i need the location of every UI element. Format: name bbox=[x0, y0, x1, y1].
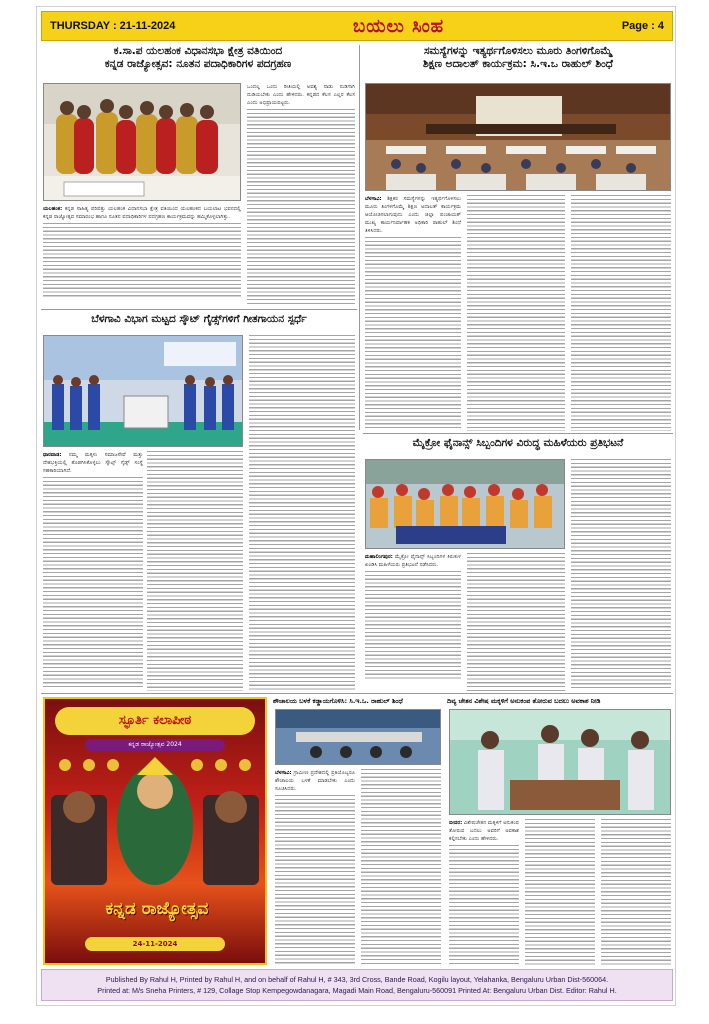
samasye-col3 bbox=[571, 195, 671, 431]
kasapa-headline-line1: ಕ.ಸಾ.ಪ ಯಲಹಂಕ ವಿಧಾನಸಭಾ ಕ್ಷೇತ್ರ ವತಿಯಿಂದ bbox=[113, 45, 283, 57]
micro-col3 bbox=[571, 459, 671, 691]
scouts-col2 bbox=[147, 451, 243, 691]
samasye-dateline: ಬೆಳಗಾವಿ: bbox=[365, 196, 382, 202]
scouts-col3 bbox=[249, 335, 355, 691]
divyachetana-dateline: ಬೀದರ: bbox=[449, 820, 463, 826]
divyachetana-headline-text: ದಿವ್ಯ ಚೇತನ ವಿಶೇಷ ಮಕ್ಕಳಿಗೆ ಅನುಕಂಪ ತೋರುವ ಬದಲು ಅವಕಾಶ ನೀಡಿ bbox=[447, 697, 601, 705]
poster-date: 24-11-2024 bbox=[85, 937, 225, 951]
divyachetana-col2-fill bbox=[525, 819, 595, 965]
kasapa-col1 bbox=[43, 205, 241, 305]
scouts-photo-image bbox=[44, 336, 243, 447]
samasye-col2-fill bbox=[467, 195, 565, 431]
shouchalaya-headline bbox=[273, 697, 443, 705]
poster-title: ಕನ್ನಡ ರಾಜ್ಯೋತ್ಸವ bbox=[105, 899, 209, 919]
kasapa-col2-fill bbox=[247, 109, 355, 305]
samasye-col2 bbox=[467, 195, 565, 431]
divyachetana-headline bbox=[447, 697, 673, 705]
micro-col2 bbox=[467, 553, 565, 691]
shouchalaya-headline-text: ಶೌಚಾಲಯ ಬಳಕೆ ಕಡ್ಡಾಯಗೊಳಿಸಿ: ಸಿ.ಇ.ಒ. ರಾಹುಲ್ ಶಿಂಧೆ bbox=[273, 697, 403, 705]
samasye-photo bbox=[365, 83, 671, 191]
samasye-headline-line1: ಸಮಸ್ಯೆಗಳನ್ನು ಇತ್ಯರ್ಥಗೊಳಿಸಲು ಮೂರು ತಿಂಗಳಿಗೊಮ್ಮೆ bbox=[423, 45, 613, 57]
poster-banner: ಸ್ಫೂರ್ತಿ ಕಲಾಪೀಠ bbox=[55, 707, 255, 735]
samasye-photo-image bbox=[366, 84, 671, 191]
micro-col3-fill bbox=[571, 459, 671, 691]
samasye-col3-fill bbox=[571, 195, 671, 431]
scouts-col1-fill bbox=[43, 477, 143, 687]
scouts-headline bbox=[41, 313, 357, 326]
kasapa-col2-text: ಒಂದಲ್ಲ ಒಂದು ರೀತಿಯಲ್ಲಿ ಅವಶ್ಯ ನಾಡು ನುಡಿಗಾಗಿ ದುಡಿಯಬೇಕು ಎಂದು ಹೇಳಿದರು. ಕನ್ನಡದ ಕೆಲಸ ಎಲ್ಲರ ಕೆಲಸ ಎಂದು ಅಭಿಪ್ರಾಯಪಟ್ಟರು. bbox=[247, 84, 355, 107]
scouts-col2-fill bbox=[147, 451, 243, 691]
shouchalaya-col2-fill bbox=[361, 769, 441, 965]
samasye-col1-text: ಶಿಕ್ಷಕರ ಸಮಸ್ಯೆಗಳನ್ನು ಇತ್ಯರ್ಥಗೊಳಿಸಲು ಮೂರು ತಿಂಗಳಿಗೊಮ್ಮೆ ಶಿಕ್ಷಣ ಅದಾಲತ್ ಕಾರ್ಯಕ್ರಮ ಆಯೋಜಿಸಲಾಗುವುದು ಎಂದು ಜಿಲ್ಲಾ ಪಂಚಾಯತ್ ಮುಖ್ಯ ಕಾರ್ಯನಿರ್ವಾಹಕ ಅಧಿಕಾರಿ ರಾಹುಲ್ ಶಿಂಧೆ ತಿಳಿಸಿದರು. bbox=[365, 196, 461, 235]
divyachetana-col3-fill bbox=[601, 819, 671, 965]
shouchalaya-col1-fill bbox=[275, 795, 355, 965]
divyachetana-col1-text: ವಿಶೇಷಚೇತನ ಮಕ್ಕಳಿಗೆ ಅನುಕಂಪ ತೋರುವ ಬದಲು ಅವರಿಗೆ ಅವಕಾಶ ಕಲ್ಪಿಸಬೇಕು ಎಂದು ಹೇಳಿದರು. bbox=[449, 820, 519, 843]
kasapa-photo-image bbox=[44, 84, 241, 201]
poster-artwork bbox=[45, 755, 265, 895]
scouts-headline-text: ಬೆಳಗಾವಿ ವಿಭಾಗ ಮಟ್ಟದ ಸ್ಕೌಟ್ ಗೈಡ್ಸ್‌ಗಳಿಗೆ ಗೀತಗಾಯನ ಸ್ಪರ್ಧೆ bbox=[91, 313, 307, 325]
kasapa-dateline: ಯಲಹಂಕ: bbox=[43, 206, 63, 212]
masthead bbox=[41, 11, 673, 41]
issue-date: THURSDAY : 21-11-2024 bbox=[50, 20, 176, 32]
divyachetana-col2 bbox=[525, 819, 595, 965]
micro-col1 bbox=[365, 553, 461, 691]
samasye-col1 bbox=[365, 195, 461, 431]
shouchalaya-photo bbox=[275, 709, 441, 765]
kasapa-col1-fill bbox=[43, 223, 241, 299]
kasapa-headline-line2: ಕನ್ನಡ ರಾಜ್ಯೋತ್ಸವ: ನೂತನ ಪದಾಧಿಕಾರಿಗಳ ಪದಗ್ರಹಣ bbox=[104, 58, 292, 71]
micro-headline bbox=[363, 437, 673, 450]
newspaper-page bbox=[36, 6, 676, 1006]
kasapa-photo bbox=[43, 83, 241, 201]
divider-bottom bbox=[41, 693, 673, 694]
divyachetana-photo bbox=[449, 709, 671, 815]
scouts-photo bbox=[43, 335, 243, 447]
micro-col1-fill bbox=[365, 571, 461, 681]
scouts-col3-fill bbox=[249, 335, 355, 691]
divyachetana-col1-fill bbox=[449, 845, 519, 965]
micro-dateline: ಮಹಾಲಿಂಗಪುರ: bbox=[365, 554, 393, 560]
kasapa-headline bbox=[41, 45, 355, 71]
imprint-footer bbox=[41, 969, 673, 1001]
samasye-headline bbox=[363, 45, 673, 71]
shouchalaya-col1 bbox=[275, 769, 355, 965]
kasapa-col2 bbox=[247, 83, 355, 305]
imprint-line1: Published By Rahul H, Printed by Rahul H, and on behalf of Rahul H, # 343, 3rd Cross, Bande Road, Kogilu layout, Yelahanka, Bengaluru Urban Dist-560064. bbox=[105, 975, 609, 984]
rajyotsava-poster bbox=[43, 697, 267, 965]
kasapa-col1-text: ಕನ್ನಡ ಸಾಹಿತ್ಯ ಪರಿಷತ್ತು ಯಲಹಂಕ ವಿಧಾನಸಭಾ ಕ್ಷೇತ್ರ ವತಿಯಿಂದ ಯಲಹಂಕದ ಬಯಲಾಟ ಭವನದಲ್ಲಿ ಕನ್ನಡ ರಾಜ್ಯೋತ್ಸವ ಸಮಾರಂಭ ಹಾಗೂ ನೂತನ ಪದಾಧಿಕಾರಿಗಳ ಪದಗ್ರಹಣ ಕಾರ್ಯಕ್ರಮವನ್ನು ಹಮ್ಮಿಕೊಳ್ಳಲಾಗಿತ್ತು. bbox=[43, 206, 241, 221]
samasye-col1-fill bbox=[365, 237, 461, 431]
column-divider-top bbox=[359, 45, 360, 430]
divyachetana-col3 bbox=[601, 819, 671, 965]
micro-col1-text: ಮೈಕ್ರೋ ಫೈನಾನ್ಸ್ ಸಿಬ್ಬಂದಿಗಳ ಕಿರುಕುಳ ಖಂಡಿಸಿ ಮಹಿಳೆಯರು ಪ್ರತಿಭಟನೆ ನಡೆಸಿದರು. bbox=[365, 554, 461, 569]
scouts-col1-text: ನಮ್ಮ ಮಕ್ಕಳು ಸಮಾಜಸೇವೆ ಮತ್ತು ದೇಶಭಕ್ತಿಯಲ್ಲಿ ತೊಡಗಿಸಿಕೊಳ್ಳಲು ಸ್ಕೌಟ್ಸ್ ಗೈಡ್ಸ್ ಸಂಸ್ಥೆ ಸಹಕಾರಿಯಾಗಿದೆ. bbox=[43, 452, 143, 475]
micro-photo-image bbox=[366, 460, 565, 549]
micro-photo bbox=[365, 459, 565, 549]
micro-headline-text: ಮೈಕ್ರೋ ಫೈನಾನ್ಸ್ ಸಿಬ್ಬಂದಿಗಳ ವಿರುದ್ಧ ಮಹಿಳೆಯರು ಪ್ರತಿಭಟನೆ bbox=[412, 437, 624, 449]
shouchalaya-dateline: ಬೆಳಗಾವಿ: bbox=[275, 770, 292, 776]
samasye-headline-line2: ಶಿಕ್ಷಣ ಅದಾಲತ್ ಕಾರ್ಯಕ್ರಮ: ಸಿ.ಇ.ಒ ರಾಹುಲ್ ಶಿಂಧೆ bbox=[423, 58, 613, 71]
scouts-col1 bbox=[43, 451, 143, 691]
divyachetana-col1 bbox=[449, 819, 519, 965]
page-number: Page : 4 bbox=[621, 20, 664, 32]
shouchalaya-photo-image bbox=[276, 710, 441, 765]
shouchalaya-col2 bbox=[361, 769, 441, 965]
poster-subtitle: ಕನ್ನಡ ರಾಜ್ಯೋತ್ಸವ 2024 bbox=[85, 739, 225, 751]
micro-col2-fill bbox=[467, 553, 565, 691]
shouchalaya-col1-text: ಗ್ರಾಮೀಣ ಪ್ರದೇಶದಲ್ಲಿ ಪ್ರತಿಯೊಬ್ಬರೂ ಶೌಚಾಲಯ ಬಳಕೆ ಮಾಡಬೇಕು ಎಂದು ಸೂಚಿಸಿದರು. bbox=[275, 770, 355, 793]
divider-left-1 bbox=[41, 309, 357, 310]
imprint-line2: Printed at: M/s Sneha Printers, # 129, Collage Stop Kempegowdanagara, Magadi Main Road, Bengaluru-560091 Printed At: Bengaluru Urban Dist. Editor: Rahul H. bbox=[97, 986, 617, 996]
newspaper-title: ಬಯಲು ಸಿಂಹ bbox=[353, 15, 445, 37]
scouts-dateline: ಧಾರವಾಡ: bbox=[43, 452, 62, 458]
divyachetana-photo-image bbox=[450, 710, 671, 815]
divider-right-1 bbox=[363, 433, 673, 434]
